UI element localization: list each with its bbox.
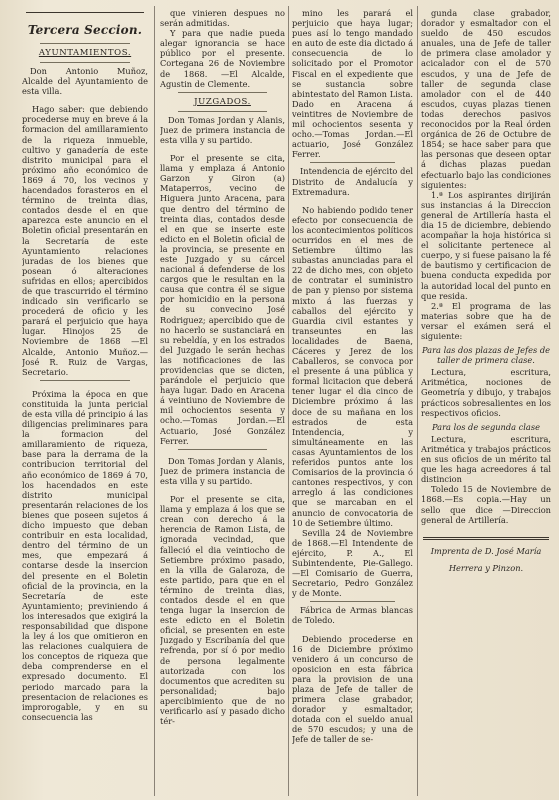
rule <box>26 12 144 13</box>
condition-2: 2.ª El programa de las materias sobre que ha de versar el exámen será el siguiente: <box>421 300 551 341</box>
column-2 <box>160 8 285 794</box>
subheading-first-class: Para las dos plazas de Jefes de taller de primera clase. <box>422 345 550 366</box>
rule <box>178 92 267 93</box>
section-title: Tercera Seccion. <box>27 23 143 37</box>
rule <box>310 601 395 602</box>
notice-hinojos: Hago saber: que debiendo procederse muy en breve á la formacion del amillaramiento de la riqueza inmueble, cultivo y ganadería de este distrito municipal para el próximo año económico de 1869 á 70, los vecinos y hacendados forasteros en el término de treinta dias, contados desde el en que aparezca este anuncio en el Boletin oficial presentarán en la Secretaría de este Ayuntamiento relaciones juradas de los bienes que posean ó alteraciones sufridas en ellos; apercibidos de que trascurrido el término indicado sin verificarlo se procederá de oficio y les parará el perjuicio que haya lugar. Hinojos 25 de Noviembre de 1868 —El Alcalde, Antonio Muñoz.—José R. Ruiz de Vargas, Secretario. <box>22 104 148 377</box>
fabrica-body: Debiendo procederse en 16 de Diciembre próximo venidero á un concurso de oposicion en esta fábrica para la provision de una plaza de Jefe de taller de primera clase grabador, dorador y esmaltador, dotada con el sueldo anual de 570 escudos; y una de Jefe de taller de se- <box>292 633 413 745</box>
program-first-class: Lectura, escritura, Aritmética, nociones de Geometría y dibujo, y trabajos prácticos sobresalientes en los respectivos oficios. <box>421 367 551 418</box>
intendencia-signature: Sevilla 24 de Noviembre de 1868.—El Intendente de ejército, P. A., El Subintendente, Pie-Gallego. —El Comisario de Guerra, Secretario, Pedro González y de Monte. <box>292 527 413 599</box>
section-heading: AYUNTAMIENTOS. <box>38 48 132 58</box>
column-divider <box>288 6 289 796</box>
printer-imprint: Imprenta de D. José María <box>430 545 542 556</box>
rule <box>178 449 267 450</box>
fabrica-heading: Fábrica de Armas blancas de Toledo. <box>292 605 413 626</box>
edict-body: Por el presente se cita, llama y emplaza á los que se crean con derecho á la herencia de Ramon Lista, de ignorada vecindad, que falleció el dia veintiocho de Setiembre próximo pasado, en la villa de Galaroza, de este partido, para que en el término de treinta dias, contados desde el en que tenga lugar la insercion de este edicto en el Boletin oficial, se presenten en este Juzgado y Escribanía del que refrenda, por sí ó por medio de persona legalmente autorizada con los documentos que acrediten su personalidad; bajo apercibimiento que de no verificarlo así y pasado dicho tér- <box>160 494 285 727</box>
intendencia-body: No habiendo podido tener efecto por consecuencia de los acontecimientos políticos ocurridos en el mes de Setiembre último las subastas anunciadas para el 22 de dicho mes, con objeto de contratar el suministro de pan y pienso por sistema mixto á las fuerzas y caballos del ejército y Guardia civil estantes y transeuntes en las localidades de Baena, Cáceres y Jerez de los Caballeros, se convoca por el presente á una pública y formal licitacion que deberá tener lugar el dia cinco de Diciembre próximo á las doce de su mañana en los estrados de esta Intendencia, y simultáneamente en las casas Ayuntamientos de los referidos puntos ante los Comisarios de la provincia ó cantones respectivos, y con arreglo á las condiciones que se marcaban en el anuncio de convocatoria de 10 de Setiembre último. <box>292 204 413 528</box>
notice-cortegana: Próxima la época en que constituida la junta pericial de esta villa dé principio á las diligencias preliminares para la formacion del amillaramiento de riqueza, base para la derrama de la contribucion territorial del año económico de 1869 á 70, los hacendados en este distrito municipal presentarán relaciones de los bienes que poseen sujetos á dicho impuesto que deban contribuir en esta localidad, dentro del término de un mes, que empezará á contarse desde la insercion del presente en el Boletin oficial de la provincia, en la Secretaría de este Ayuntamiento; previniendo á los interesados que exigirá la responsabilidad que dispone la ley á los que omitieron en las relaciones cualquiera de los conceptos de riqueza que deba comprenderse en el expresado documento. El periodo marcado para la presentacion de relaciones es improrogable, y en su consecuencia las <box>22 388 148 722</box>
rule <box>310 162 395 163</box>
column-3 <box>292 8 413 794</box>
column-divider <box>154 6 155 796</box>
program-second-class: Lectura, escritura, Aritmética y trabajos prácticos en sus oficios de un mérito tal que les haga acreedores á tal distincion <box>421 433 551 485</box>
rule <box>40 43 130 44</box>
column-4 <box>421 8 551 794</box>
intendencia-heading: Intendencia de ejército del Distrito de Andalucía y Extremadura. <box>292 166 413 197</box>
rule <box>423 537 549 540</box>
rule <box>40 380 130 381</box>
fabrica-continuation: gunda clase grabador, dorador y esmaltador con el sueldo de 450 escudos anuales, una de Jefe de taller de primera clase amolador y acicalador con el de 570 escudos, y una de Jefe de taller de segunda clase amolador con el de 440 escudos, cuyas plazas tienen todas derechos pasivos reconocidos por la Real órden orgánica de 26 de Octubre de 1854; se hace saber para que las personas que deseen optar á dichas plazas puedan efectuarlo bajo las condiciones siguientes: <box>421 8 551 190</box>
section-heading: JUZGADOS. <box>194 96 251 107</box>
column-divider <box>417 6 418 796</box>
condition-1: 1.ª Los aspirantes dirijirán sus instancias á la Direccion general de Artillería hasta el dia 15 de diciembre, debiendo acompañar la hoja histórica si el solicitante pertenece al cuerpo, y si fuese paisano la fé de bautismo y certificacion de buena conducta expedida por la autoridad local del punto en que resida. <box>421 189 551 301</box>
edict-body: Por el presente se cita, llama y emplaza á Antonio Garzon y Giron (a) Mataperros, vecino de Higuera junto Aracena, para que dentro del término de treinta dias, contados desde el en que se inserte este edicto en el Boletin oficial de la provincia, se presente en este Juzgado y su cárcel nacional á defenderse de los cargos que le resultan en la causa que contra él se sigue por homicidio en la persona de su convecino José Rodriguez; apercibido que de no hacerlo se sustanciará en su rebeldía, y en los estrados del Juzgado le serán hechas las notificaciones de las providencias que se dicten, parándole el perjuicio que haya lugar. Dado en Aracena á veintiuno de Noviembre de mil ochocientos sesenta y ocho.—Tomas Jordan.—El Actuario, José González Ferrer. <box>160 153 285 446</box>
fabrica-signature: Toledo 15 de Noviembre de 1868.—Es copia.—Hay un sello que dice —Direccion general de Artillería. <box>421 484 551 525</box>
mayor-heading: Don Antonio Muñoz, Alcalde del Ayuntamiento de esta villa. <box>22 66 148 97</box>
rule <box>40 62 130 63</box>
judge-heading: Don Tomas Jordan y Alanis, Juez de primera instancia de esta villa y su partido. <box>160 455 285 486</box>
rule <box>178 111 267 112</box>
judge-heading: Don Tomas Jordan y Alanis, Juez de primera instancia de esta villa y su partido. <box>160 114 285 145</box>
printer-imprint: Herrera y Pinzon. <box>448 562 524 573</box>
column-1 <box>22 8 148 794</box>
subheading-second-class: Para los de segunda clase <box>432 421 540 432</box>
notice-continuation: que vinieren despues no serán admitidas. <box>160 8 285 29</box>
edict-continuation: mino les parará el perjuicio que haya lugar; pues así lo tengo mandado en auto de este dia dictado á consecuencia de lo solicitado por el Promotor Fiscal en el expediente que se sustancia sobre abintestato del Ramon Lista. Dado en Aracena á veintitres de Noviembre de mil ochocientos sesenta y ocho.—Tomas Jordan.—El actuario, José González Ferrer. <box>292 8 413 160</box>
notice-closing: Y para que nadie pueda alegar ignorancia se hace público por el presente. Cortegana 26 de Noviembre de 1868. —El Alcalde, Agustin de Clemente. <box>160 28 285 89</box>
